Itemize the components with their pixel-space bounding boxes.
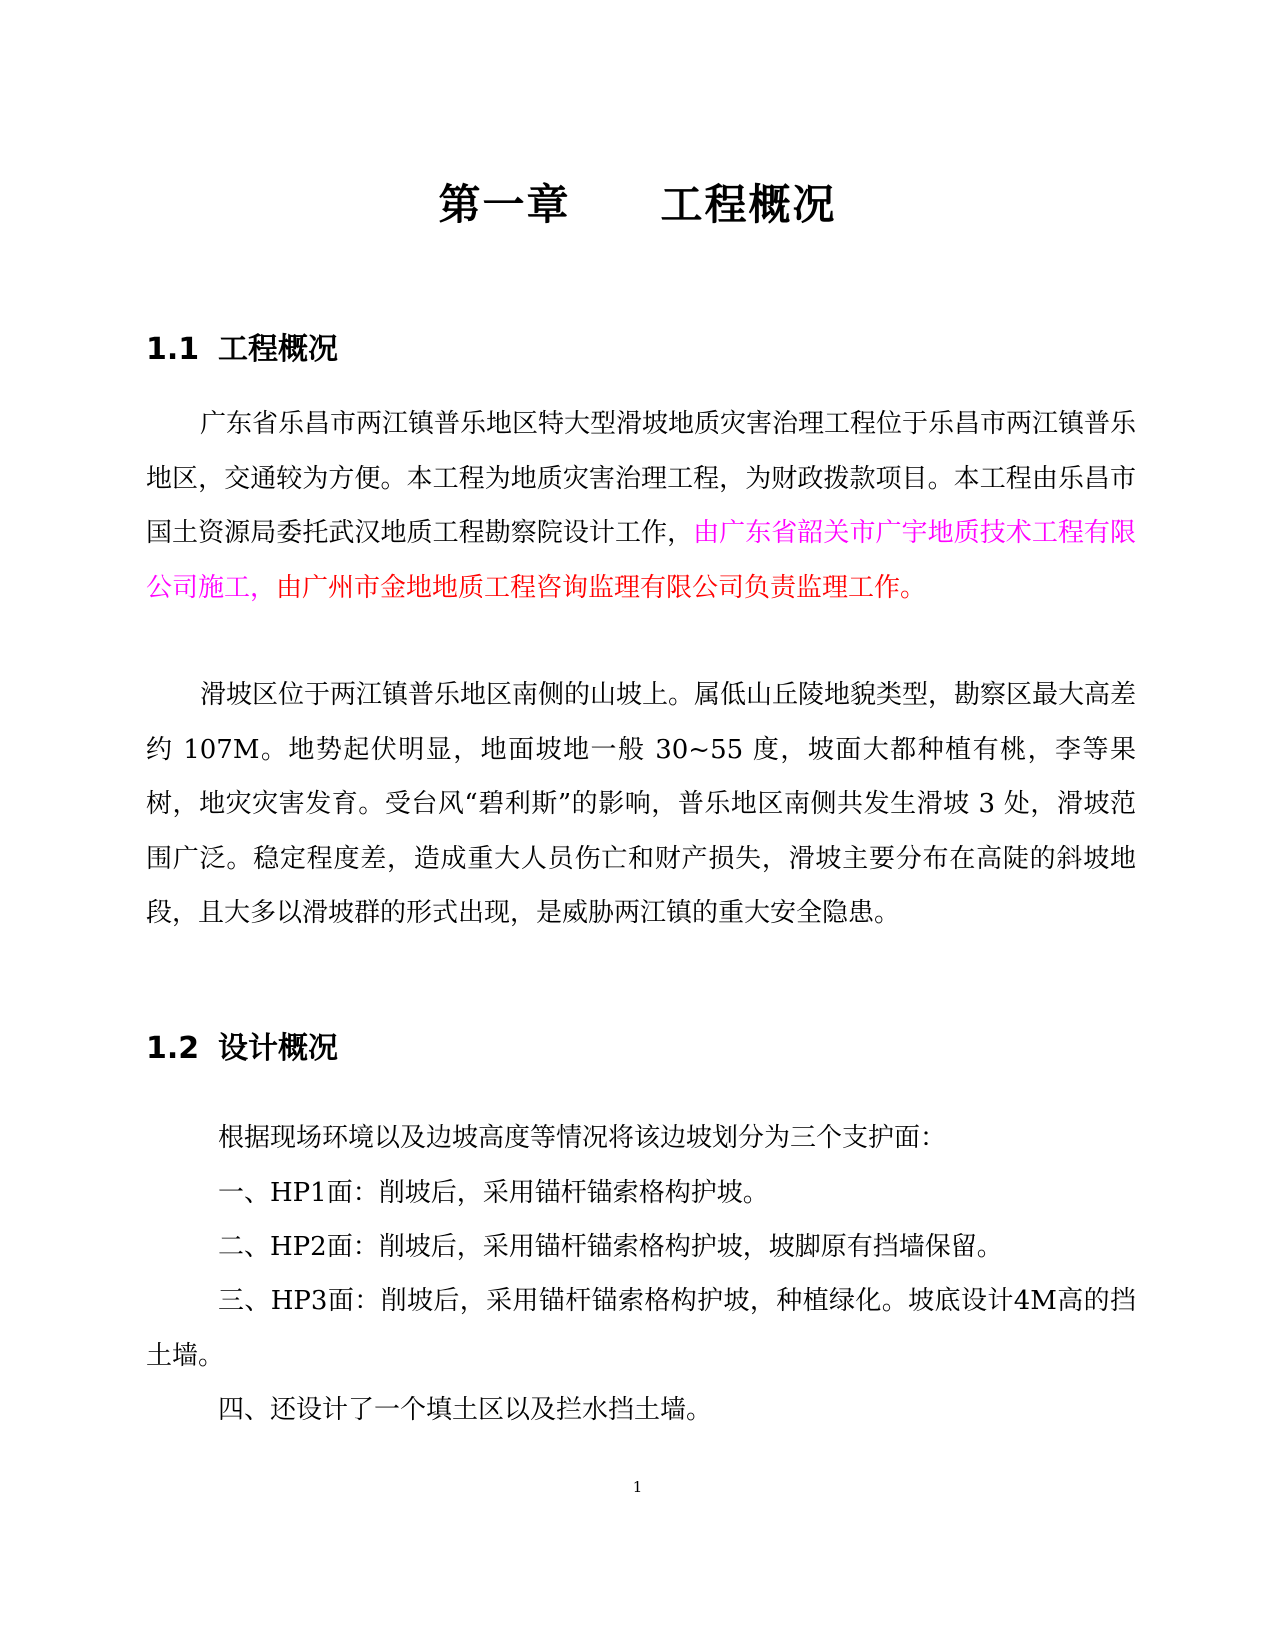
page-number: 1 <box>632 1478 643 1496</box>
chapter-number: 第一章 <box>438 180 571 229</box>
design-item-hp3: 三、HP3面：削坡后，采用锚杆锚索格构护坡，种植绿化。坡底设计4M高的挡土墙。 <box>146 1286 1136 1371</box>
design-intro-paragraph: 根据现场环境以及边坡高度等情况将该边坡划分为三个支护面： <box>218 1123 947 1153</box>
supervisor-highlight-text: 由广州市金地地质工程咨询监理有限公司负责监理工作。 <box>276 572 927 603</box>
section-number: 1.2 <box>146 1031 200 1066</box>
design-item-hp2: 二、HP2面：削坡后，采用锚杆锚索格构护坡，坡脚原有挡墙保留。 <box>218 1232 1003 1262</box>
design-item-hp1: 一、HP1面：削坡后，采用锚杆锚索格构护坡。 <box>218 1178 769 1208</box>
section-number: 1.1 <box>146 332 200 367</box>
section-heading-1-2 <box>146 1029 338 1069</box>
landslide-description-paragraph: 滑坡区位于两江镇普乐地区南侧的山坡上。属低山丘陵地貌类型，勘察区最大高差约 107M。地势起伏明显，地面坡地一般 30~55 度，坡面大都种植有桃，李等果树，地灾灾害发育。受台风“碧利斯”的影响，普乐地区南侧共发生滑坡 3 处，滑坡范围广泛。稳定程度差，造成重大人员伤亡和财产损失，滑坡主要分布在高陡的斜坡地段，且大多以滑坡群的形式出现，是威胁两江镇的重大安全隐患。 <box>146 680 1137 928</box>
section-heading-1-1 <box>146 330 338 370</box>
chapter-name: 工程概况 <box>660 180 837 229</box>
chapter-title <box>0 178 1275 232</box>
section-title: 设计概况 <box>218 1031 338 1066</box>
section-title: 工程概况 <box>218 332 338 367</box>
project-overview-paragraph <box>146 397 1136 615</box>
contractor-highlight-text: 由广东省韶关市广宇地质技术工程有限公司施工， <box>146 518 1136 603</box>
overview-text: 广东省乐昌市两江镇普乐地区特大型滑坡地质灾害治理工程位于乐昌市两江镇普乐地区，交通较为方便。本工程为地质灾害治理工程，为财政拨款项目。本工程由乐昌市国土资源局委托武汉地质工程勘察院设计工作， <box>146 409 1137 548</box>
design-item-fill-area: 四、还设计了一个填土区以及拦水挡土墙。 <box>218 1395 713 1425</box>
